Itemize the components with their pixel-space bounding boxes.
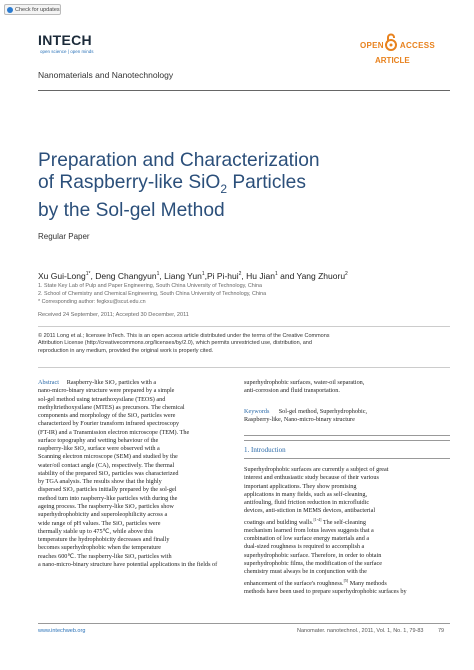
divider	[244, 458, 450, 459]
divider	[38, 326, 450, 327]
abstract-line: raspberry-like SiO₂ surface were observed with a	[38, 445, 160, 453]
corresponding-author: * Corresponding author: fegkxu@scut.edu.cn	[38, 299, 146, 305]
title-line-1: Preparation and Characterization	[38, 150, 320, 171]
abstract-line: becomes superhydrophobic when the temperature	[38, 544, 162, 552]
update-check-icon	[7, 7, 13, 13]
author[interactable]: Yang Zhuoru$^2$	[296, 271, 348, 281]
abstract-line: Scanning electron microscope (SEM) and studied by the	[38, 453, 178, 461]
abstract-line: temperature the hydrophobicity decreases and finally	[38, 536, 170, 544]
paper-type: Regular Paper	[38, 232, 90, 241]
divider	[244, 440, 450, 441]
check-for-updates-button[interactable]	[4, 4, 61, 15]
abstract-line: characterized by Fourier transform infrared spectroscopy	[38, 420, 180, 428]
affiliation: 2. School of Chemistry and Chemical Engineering, South China University of Technology, China	[38, 291, 267, 297]
abstract-label: Abstract	[38, 379, 59, 386]
keywords-label: Keywords	[244, 408, 270, 415]
author[interactable]: Liang Yun$^1$	[164, 271, 205, 281]
footer-divider	[38, 623, 450, 624]
title-line-2: of Raspberry-like SiO$_2$ Particles	[38, 172, 306, 196]
keywords: Keywords Sol-gel method, Superhydrophobic, Raspberry-like, Nano-micro-binary structure	[244, 408, 368, 424]
abstract-line: a nano-micro-binary structure have potential applications in the fields of	[38, 560, 218, 568]
abstract-line: method turn into raspberry-like particles with during the	[38, 494, 178, 502]
open-access-badge	[360, 41, 435, 50]
abstract	[38, 379, 235, 569]
abstract-line: reaches 600℃. The raspberry-like SiO₂ particles with	[38, 552, 172, 560]
author[interactable]: Xu Gui-Long$^{1*}$	[38, 271, 91, 281]
abstract-line: surface topography and wetting behaviour of the	[38, 436, 159, 444]
divider	[244, 435, 450, 436]
license-statement: © 2011 Long et al.; licensee InTech. This is an open access article distributed under the terms of the Creative Commons Attribution License (http://creativecommons.org/licenses/by/2.0), which permits unrestricted use, distribution, and reproduction in any medium, provided the original work is properly cited.	[38, 333, 330, 354]
affiliation: 1. State Key Lab of Pulp and Paper Engineering, South China University of Technology, China	[38, 283, 262, 289]
abstract-line: sol-gel method using tetraethoxysilane (TEOS) and	[38, 395, 166, 403]
citation-ref[interactable]: [1-4]	[313, 516, 322, 522]
divider	[38, 367, 450, 368]
author[interactable]: Pi Pi-hui$^2$	[206, 271, 242, 281]
publisher-tagline: open science | open minds	[40, 49, 94, 54]
introduction-text: Superhydrophobic surfaces are currently a subject of great interest and enthusiastic study because of their various important applications. They show promising applications in many fields, such as self-cleaning, antifouling, fluid friction reduction in microfluidic devices, anti-stiction in MEMS devices, antibacterial coatings and building walls.[1-4] The self-cleaning mechanism learned from lotus leaves suggests that a combination of low surface energy materials and a dual-sized roughness is required to accomplish a superhydrophobic surface. Therefore, in order to obtain superhydrophobic films, the modification of the surface chemistry must always be in conjunction with the enhancement of the surface's roughness.[5] Many methods methods have been used to prepare superhydrophobic surfaces by	[244, 466, 407, 595]
author[interactable]: Hu Jian$^1$	[246, 271, 278, 281]
open-access-word-open: OPEN	[360, 41, 384, 50]
open-access-word-access: ACCESS	[399, 41, 436, 50]
check-for-updates-label: Check for updates	[15, 6, 60, 13]
paper-title	[38, 150, 438, 222]
abstract-line: nano-micro-binary structure were prepared by a simple	[38, 387, 175, 395]
abstract-line: by TGA analysis. The results show that the highly	[38, 478, 162, 486]
author-list: Xu Gui-Long$^{1*}$, Deng Changyun$^1$, Liang Yun$^1$,Pi Pi-hui$^2$, Hu Jian$^1$ and Yang Zhuoru$^2$	[38, 271, 348, 281]
journal-name: Nanomaterials and Nanotechnology	[38, 70, 174, 80]
abstract-line: superhydrophobicity and superoleophilicity across a	[38, 511, 168, 519]
abstract-continuation: superhydrophobic surfaces, water-oil separation, anti-corrosion and fluid transportation.	[244, 379, 365, 395]
abstract-line: Abstract Raspberry-like SiO₂ particles with a	[38, 379, 157, 386]
received-accepted-dates: Received 24 September, 2011; Accepted 30 December, 2011	[38, 312, 189, 318]
abstract-line: methyltriethoxysilane (MTES) as precursors. The chemical	[38, 403, 185, 411]
open-access-lock-icon	[385, 33, 397, 51]
abstract-line: components and morphology of the SiO₂ particles were	[38, 412, 176, 420]
abstract-line: wide range of pH values. The SiO₂ particles were	[38, 519, 161, 527]
abstract-line: dispersed SiO₂ particles initially prepared by the sol-gel	[38, 486, 177, 494]
author[interactable]: Deng Changyun$^1$	[95, 271, 160, 281]
abstract-line: (FT-IR) and a Transmission electron microscope (TEM). The	[38, 428, 190, 436]
section-heading: 1. Introduction	[244, 446, 286, 454]
publisher-logo: INTECH	[38, 32, 92, 48]
header-divider	[38, 90, 450, 91]
publisher-url-link[interactable]: www.intechweb.org	[38, 628, 86, 634]
title-line-3: by the Sol-gel Method	[38, 199, 225, 221]
abstract-line: stability of the prepared SiO₂ particles was characterized	[38, 469, 179, 477]
citation-ref[interactable]: [5]	[343, 577, 349, 583]
abstract-line: water/oil contact angle (CA), respectively. The thermal	[38, 461, 175, 469]
open-access-article-label: ARTICLE	[375, 56, 410, 65]
abstract-line: thermally stable up to 475℃, while above this	[38, 527, 154, 535]
page-number: 79	[438, 628, 445, 634]
abstract-line: ageing process. The raspberry-like SiO₂ particles show	[38, 502, 174, 510]
journal-citation: Nanomater. nanotechnol., 2011, Vol. 1, No. 1, 79-83	[297, 628, 424, 634]
